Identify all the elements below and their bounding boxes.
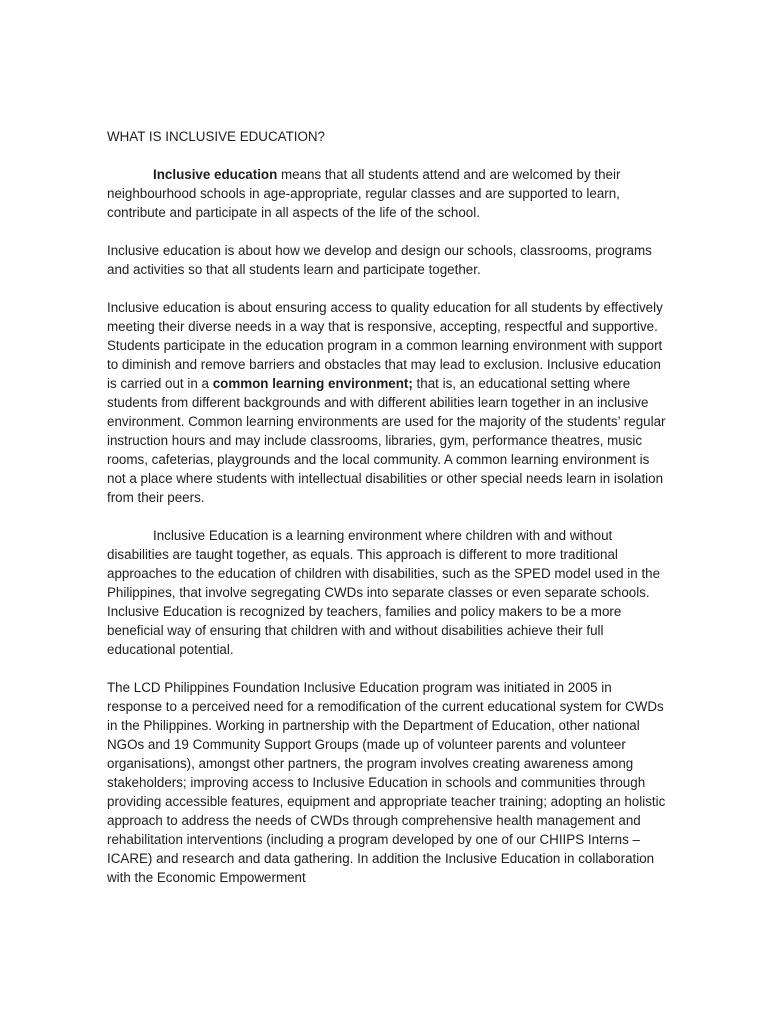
paragraph-access [107,298,666,507]
paragraph-text: Inclusive education is about ensuring access to quality education for all students by effectively meeting their diverse needs in a way that is responsive, accepting, respectful and supportive. Students participate in the education program in a common learning environment with support to diminish and remove barriers and obstacles that may lead to exclusion. Inclusive education is carried out in a [107,300,663,391]
paragraph-design: Inclusive education is about how we develop and design our schools, classrooms, programs and activities so that all students learn and participate together. [107,243,652,277]
bold-term: common learning environment; [212,376,413,391]
paragraph-text: means that all students attend and are welcomed by their neighbourhood schools in age-appropriate, regular classes and are supported to learn, contribute and participate in all aspects of the life of the school. [107,167,621,220]
paragraph-definition [107,165,666,222]
paragraph-lcd-program: The LCD Philippines Foundation Inclusive Education program was initiated in 2005 in response to a perceived need for a remodification of the current educational system for CWDs in the Philippines. Working in partnership with the Department of Education, other national NGOs and 19 Community Support Groups (made up of volunteer parents and volunteer organisations), amongst other partners, the program involves creating awareness among stakeholders; improving access to Inclusive Education in schools and communities through providing accessible features, equipment and appropriate teacher training; adopting an holistic approach to address the needs of CWDs through comprehensive health management and rehabilitation interventions (including a program developed by one of our CHIIPS Interns – ICARE) and research and data gathering. In addition the Inclusive Education in collaboration with the Economic Empowerment [107,680,666,885]
paragraph-text: that is, an educational setting where students from different backgrounds and with different abilities learn together in an inclusive environment. Common learning environments are used for the majority of the students’ regular instruction hours and may include classrooms, libraries, gym, performance theatres, music rooms, cafeterias, playgrounds and the local community. A common learning environment is not a place where students with intellectual disabilities or other special needs learn in isolation from their peers. [107,376,666,505]
bold-term: Inclusive education [153,167,278,182]
document-heading: WHAT IS INCLUSIVE EDUCATION? [107,129,326,144]
paragraph-learning-environment: Inclusive Education is a learning environment where children with and without disabilities are taught together, as equals. This approach is different to more traditional approaches to the education of children with disabilities, such as the SPED model used in the Philippines, that involve segregating CWDs into separate classes or even separate schools. Inclusive Education is recognized by teachers, families and policy makers to be a more beneficial way of ensuring that children with and without disabilities achieve their full educational potential. [107,528,661,657]
